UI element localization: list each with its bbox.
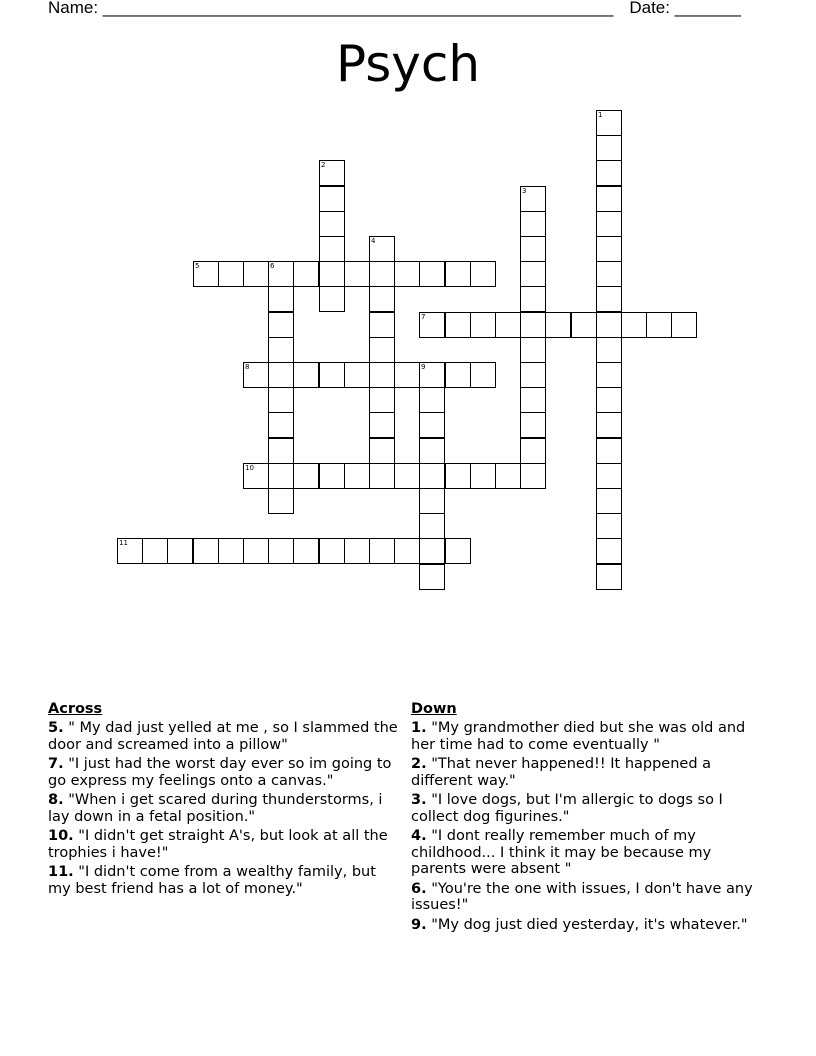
grid-cell[interactable] (445, 538, 471, 564)
grid-cell[interactable] (268, 412, 294, 438)
grid-cell[interactable] (419, 412, 445, 438)
grid-cell[interactable] (545, 312, 571, 338)
clue-text: "That never happened!! It happened a different way." (411, 756, 712, 789)
date-field-label[interactable]: Date: _______ (629, 0, 741, 17)
grid-cell[interactable] (596, 538, 622, 564)
grid-cell[interactable] (167, 538, 193, 564)
clue-text: "My dog just died yesterday, it's whatever." (431, 916, 748, 933)
across-clues (48, 700, 400, 900)
grid-cell[interactable] (596, 488, 622, 514)
clue-number: 9. (411, 916, 427, 933)
grid-cell[interactable] (394, 538, 420, 564)
grid-cell[interactable] (596, 438, 622, 464)
grid-cell[interactable] (419, 463, 445, 489)
grid-cell[interactable] (268, 387, 294, 413)
clue-text: "I dont really remember much of my childhood... I think it may be because my parents were absent " (411, 828, 712, 877)
clue-number: 2. (411, 756, 427, 772)
grid-cell[interactable] (596, 362, 622, 388)
clue-item (48, 864, 400, 897)
grid-cell[interactable] (369, 387, 395, 413)
grid-cell[interactable] (243, 261, 269, 287)
clue-number: 3. (411, 792, 427, 808)
grid-cell[interactable] (445, 362, 471, 388)
grid-cell[interactable] (520, 312, 546, 338)
grid-cell[interactable] (596, 286, 622, 312)
grid-cell[interactable] (520, 236, 546, 262)
clue-number: 7. (48, 756, 64, 772)
grid-cell[interactable] (218, 261, 244, 287)
grid-cell[interactable] (268, 312, 294, 338)
grid-cell[interactable] (293, 261, 319, 287)
grid-cell[interactable] (394, 463, 420, 489)
cell-number: 10 (245, 464, 254, 472)
clue-item (48, 828, 400, 861)
grid-cell[interactable] (293, 538, 319, 564)
cell-number: 6 (270, 262, 275, 270)
grid-cell[interactable] (419, 261, 445, 287)
grid-cell[interactable] (369, 438, 395, 464)
clue-text: "I didn't come from a wealthy family, but my best friend has a lot of money." (48, 864, 376, 897)
grid-cell[interactable] (596, 236, 622, 262)
clue-number: 10. (48, 828, 74, 844)
grid-cell[interactable] (369, 337, 395, 363)
grid-cell[interactable] (596, 463, 622, 489)
grid-cell[interactable] (419, 312, 445, 338)
grid-cell[interactable] (621, 312, 647, 338)
grid-cell[interactable] (520, 261, 546, 287)
grid-cell[interactable] (394, 261, 420, 287)
grid-cell[interactable] (520, 337, 546, 363)
clue-text: "When i get scared during thunderstorms, i lay down in a fetal position." (48, 792, 383, 825)
grid-cell[interactable] (520, 186, 546, 212)
clue-item (48, 756, 400, 789)
grid-cell[interactable] (596, 312, 622, 338)
grid-cell[interactable] (394, 362, 420, 388)
grid-cell[interactable] (520, 286, 546, 312)
down-clues (411, 700, 761, 936)
grid-cell[interactable] (268, 438, 294, 464)
grid-cell[interactable] (419, 564, 445, 590)
cell-number: 1 (598, 111, 603, 119)
grid-cell[interactable] (419, 538, 445, 564)
grid-cell[interactable] (243, 362, 269, 388)
grid-cell[interactable] (596, 412, 622, 438)
grid-cell[interactable] (243, 538, 269, 564)
grid-cell[interactable] (268, 261, 294, 287)
clue-number: 5. (48, 720, 64, 736)
grid-cell[interactable] (369, 312, 395, 338)
grid-cell[interactable] (293, 463, 319, 489)
grid-cell[interactable] (193, 261, 219, 287)
clue-item (411, 756, 761, 789)
grid-cell[interactable] (520, 463, 546, 489)
grid-cell[interactable] (596, 160, 622, 186)
grid-cell[interactable] (520, 387, 546, 413)
grid-cell[interactable] (344, 261, 370, 287)
grid-cell[interactable] (596, 261, 622, 287)
grid-cell[interactable] (369, 261, 395, 287)
grid-cell[interactable] (369, 362, 395, 388)
grid-cell[interactable] (268, 538, 294, 564)
cell-number: 11 (119, 539, 128, 547)
grid-cell[interactable] (268, 488, 294, 514)
grid-cell[interactable] (495, 312, 521, 338)
grid-cell[interactable] (596, 564, 622, 590)
clue-number: 1. (411, 720, 427, 736)
grid-cell[interactable] (419, 488, 445, 514)
clue-item (411, 881, 761, 914)
grid-cell[interactable] (243, 463, 269, 489)
cell-number: 7 (421, 313, 426, 321)
grid-cell[interactable] (445, 261, 471, 287)
grid-cell[interactable] (520, 362, 546, 388)
grid-cell[interactable] (218, 538, 244, 564)
cell-number: 3 (522, 187, 527, 195)
grid-cell[interactable] (319, 211, 345, 237)
grid-cell[interactable] (319, 362, 345, 388)
grid-cell[interactable] (596, 211, 622, 237)
grid-cell[interactable] (470, 362, 496, 388)
clue-number: 6. (411, 880, 427, 897)
clue-item (48, 792, 400, 825)
grid-cell[interactable] (117, 538, 143, 564)
grid-cell[interactable] (369, 286, 395, 312)
clue-item (411, 720, 761, 753)
grid-cell[interactable] (596, 110, 622, 136)
puzzle-title: Psych (335, 35, 481, 93)
grid-cell[interactable] (319, 463, 345, 489)
clue-number: 8. (48, 792, 64, 808)
grid-cell[interactable] (319, 261, 345, 287)
clue-item (411, 792, 761, 825)
grid-cell[interactable] (419, 438, 445, 464)
grid-cell[interactable] (470, 463, 496, 489)
grid-cell[interactable] (520, 438, 546, 464)
clue-text: "I love dogs, but I'm allergic to dogs so I collect dog figurines." (411, 792, 723, 825)
grid-cell[interactable] (344, 362, 370, 388)
grid-cell[interactable] (419, 513, 445, 539)
cell-number: 8 (245, 363, 250, 371)
name-field-label[interactable]: Name: ______________________________________________________ (48, 0, 614, 17)
cell-number: 2 (321, 161, 326, 169)
grid-cell[interactable] (419, 362, 445, 388)
across-heading: Across (48, 701, 103, 717)
grid-cell[interactable] (369, 463, 395, 489)
grid-cell[interactable] (520, 412, 546, 438)
grid-cell[interactable] (596, 135, 622, 161)
grid-cell[interactable] (495, 463, 521, 489)
grid-cell[interactable] (419, 387, 445, 413)
grid-cell[interactable] (646, 312, 672, 338)
grid-cell[interactable] (369, 236, 395, 262)
clue-number: 11. (48, 864, 74, 880)
cell-number: 4 (371, 237, 376, 245)
grid-cell[interactable] (596, 186, 622, 212)
grid-cell[interactable] (520, 211, 546, 237)
grid-cell[interactable] (470, 261, 496, 287)
grid-cell[interactable] (344, 463, 370, 489)
grid-cell[interactable] (319, 186, 345, 212)
grid-cell[interactable] (319, 286, 345, 312)
grid-cell[interactable] (268, 286, 294, 312)
clue-text: "My grandmother died but she was old and her time had to come eventually " (411, 720, 746, 753)
grid-cell[interactable] (268, 337, 294, 363)
grid-cell[interactable] (193, 538, 219, 564)
grid-cell[interactable] (268, 362, 294, 388)
grid-cell[interactable] (369, 538, 395, 564)
clue-text: "I didn't get straight A's, but look at all the trophies i have!" (48, 828, 388, 861)
grid-cell[interactable] (319, 160, 345, 186)
clue-item (411, 917, 761, 934)
grid-cell[interactable] (596, 513, 622, 539)
clue-text: " My dad just yelled at me , so I slammed the door and screamed into a pillow" (48, 720, 398, 753)
grid-cell[interactable] (369, 412, 395, 438)
cell-number: 5 (195, 262, 200, 270)
down-heading: Down (411, 701, 457, 717)
grid-cell[interactable] (142, 538, 168, 564)
grid-cell[interactable] (671, 312, 697, 338)
grid-cell[interactable] (293, 362, 319, 388)
grid-cell[interactable] (445, 463, 471, 489)
grid-cell[interactable] (319, 538, 345, 564)
grid-cell[interactable] (344, 538, 370, 564)
grid-cell[interactable] (571, 312, 597, 338)
clue-text: "I just had the worst day ever so im going to go express my feelings onto a canvas." (48, 756, 392, 789)
grid-cell[interactable] (445, 312, 471, 338)
grid-cell[interactable] (470, 312, 496, 338)
clue-item (411, 828, 761, 878)
grid-cell[interactable] (596, 387, 622, 413)
clue-text: "You're the one with issues, I don't have any issues!" (411, 880, 753, 913)
clue-item (48, 720, 400, 753)
grid-cell[interactable] (319, 236, 345, 262)
clue-number: 4. (411, 828, 427, 844)
cell-number: 9 (421, 363, 426, 371)
grid-cell[interactable] (596, 337, 622, 363)
grid-cell[interactable] (268, 463, 294, 489)
